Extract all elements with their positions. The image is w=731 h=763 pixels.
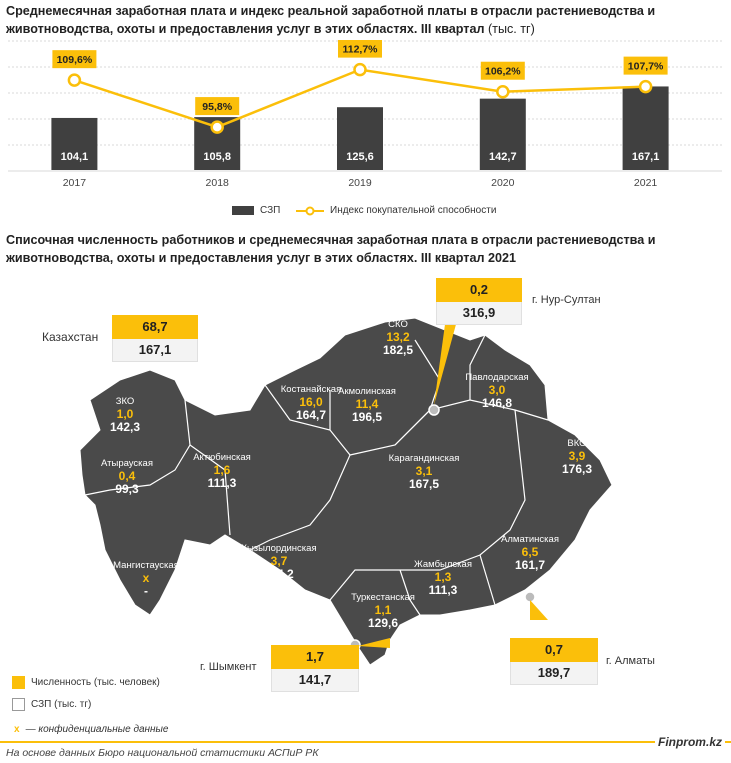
region-salary: 196,5 bbox=[351, 410, 383, 424]
footer-brand: Finprom.kz bbox=[655, 735, 725, 749]
almaty-label: г. Алматы bbox=[606, 655, 655, 667]
region-count: 13,2 bbox=[386, 330, 410, 344]
x-tick-2017: 2017 bbox=[62, 177, 87, 189]
region-count: 3,0 bbox=[488, 383, 506, 397]
region-salary: 182,5 bbox=[382, 343, 414, 357]
region-count: 0,4 bbox=[118, 469, 136, 483]
region-count: 1,6 bbox=[213, 463, 231, 477]
nur-sultan-label: г. Нур-Султан bbox=[532, 294, 601, 306]
region-count: 3,7 bbox=[270, 554, 288, 568]
legend-salary bbox=[12, 698, 91, 711]
kazakhstan-label: Казахстан bbox=[42, 330, 99, 344]
bar-label-2017: 104,1 bbox=[60, 151, 89, 163]
nur-sultan-count: 0,2 bbox=[436, 278, 522, 302]
region-name: Жамбылская bbox=[414, 559, 472, 570]
region-name: ВКО bbox=[567, 438, 587, 449]
kazakhstan-salary: 167,1 bbox=[112, 339, 198, 362]
region-salary: 99,3 bbox=[115, 482, 139, 496]
region-salary: 111,3 bbox=[207, 476, 237, 490]
region-count: 6,5 bbox=[521, 545, 539, 559]
line-label-2021: 107,7% bbox=[627, 60, 664, 73]
legend-salary-swatch bbox=[12, 698, 25, 711]
combo-chart bbox=[0, 40, 731, 230]
line-label-2020: 106,2% bbox=[484, 65, 521, 78]
almaty-callout bbox=[530, 600, 548, 620]
region-name: Мангистауская bbox=[113, 560, 179, 571]
line-label-2018: 95,8% bbox=[202, 101, 233, 114]
bar-label-2020: 142,7 bbox=[489, 151, 517, 163]
bar-label-2019: 125,6 bbox=[346, 151, 374, 163]
x-tick-2018: 2018 bbox=[205, 177, 229, 189]
bar-label-2021: 167,1 bbox=[631, 151, 660, 163]
region-salary: 161,7 bbox=[514, 558, 546, 572]
region-name: Атырауская bbox=[101, 458, 153, 469]
legend-line-label: Индекс покупательной способности bbox=[330, 205, 497, 216]
legend-bar-swatch bbox=[232, 206, 254, 215]
line-label-2019: 112,7% bbox=[342, 43, 378, 56]
region-count: 16,0 bbox=[299, 395, 323, 409]
region-count: 11,4 bbox=[355, 397, 379, 411]
footer-rule bbox=[0, 741, 731, 743]
bar-label-2018: 105,8 bbox=[203, 151, 231, 163]
line-label-2017: 109,6% bbox=[56, 54, 93, 67]
region-name: Акмолинская bbox=[338, 386, 396, 397]
region-name: ЗКО bbox=[115, 396, 135, 407]
shymkent-label: г. Шымкент bbox=[200, 661, 257, 673]
region-name: СКО bbox=[388, 319, 408, 330]
region-salary: - bbox=[144, 584, 148, 598]
region-salary: 142,3 bbox=[109, 420, 141, 434]
region-name: Карагандинская bbox=[388, 453, 460, 464]
region-salary: 176,3 bbox=[561, 462, 593, 476]
legend-count-swatch bbox=[12, 676, 25, 689]
legend-count bbox=[12, 676, 160, 689]
region-count: 1,1 bbox=[374, 603, 392, 617]
x-tick-2019: 2019 bbox=[348, 177, 372, 189]
x-tick-2020: 2020 bbox=[491, 177, 515, 189]
line-point-2020 bbox=[497, 86, 508, 97]
region-name: Костанайская bbox=[280, 384, 342, 395]
almaty-salary: 189,7 bbox=[510, 662, 598, 685]
bar-series bbox=[51, 86, 668, 170]
x-tick-2021: 2021 bbox=[633, 177, 658, 189]
chart-title bbox=[6, 2, 726, 38]
legend-salary-label: СЗП (тыс. тг) bbox=[31, 699, 92, 710]
nur-sultan-salary: 316,9 bbox=[436, 302, 522, 325]
region-salary: 164,7 bbox=[295, 408, 327, 422]
region-count: 3,9 bbox=[568, 449, 586, 463]
legend-bar-label: СЗП bbox=[260, 205, 281, 216]
line-point-2021 bbox=[640, 81, 651, 92]
nur-sultan-box bbox=[436, 278, 522, 325]
region-name: Кызылординская bbox=[241, 543, 317, 554]
region-salary: 167,5 bbox=[408, 477, 440, 491]
shymkent-count: 1,7 bbox=[271, 645, 359, 669]
legend-conf-mark: х bbox=[14, 724, 20, 735]
region-count: 1,0 bbox=[116, 407, 134, 421]
almaty-box bbox=[510, 638, 598, 685]
line-point-2018 bbox=[212, 122, 223, 133]
shymkent-salary: 141,7 bbox=[271, 669, 359, 692]
line-point-2017 bbox=[69, 75, 80, 86]
kazakhstan-box bbox=[112, 315, 198, 362]
legend-bar bbox=[232, 205, 280, 216]
nur-sultan-marker bbox=[429, 405, 439, 415]
legend-conf-text: — конфиденциальные данные bbox=[25, 724, 169, 735]
region-name: Туркестанская bbox=[351, 592, 415, 603]
footer-source: На основе данных Бюро национальной статистики АСПиР РК bbox=[6, 747, 319, 759]
region-name: Алматинская bbox=[501, 534, 559, 545]
chart-title-unit: (тыс. тг) bbox=[487, 22, 535, 36]
region-count: 1,3 bbox=[434, 570, 452, 584]
line-point-2019 bbox=[355, 64, 366, 75]
region-salary: 146,8 bbox=[481, 396, 513, 410]
legend-line bbox=[296, 205, 496, 216]
chart-title-text: Среднемесячная заработная плата и индекс реальной заработной платы в отрасли растениеводства и животноводства, охоты и предоставления услуг в этих областях. III квартал bbox=[6, 4, 656, 36]
x-axis-ticks bbox=[63, 177, 658, 189]
kazakhstan-count: 68,7 bbox=[112, 315, 198, 339]
region-salary: 114,2 bbox=[264, 567, 294, 581]
legend-confidential bbox=[14, 724, 168, 735]
shymkent-box bbox=[271, 645, 359, 692]
legend-count-label: Численность (тыс. человек) bbox=[31, 677, 160, 688]
region-count: 3,1 bbox=[415, 464, 433, 478]
almaty-count: 0,7 bbox=[510, 638, 598, 662]
map-title: Списочная численность работников и среднемесячная заработная плата в отрасли растениеводства и животноводства, охоты и предоставления услуг в этих областях. III квартал 2021 bbox=[6, 233, 656, 265]
kazakhstan-map bbox=[0, 270, 731, 690]
region-count: х bbox=[142, 571, 150, 585]
region-name: Павлодарская bbox=[465, 372, 529, 383]
region-salary: 111,3 bbox=[428, 583, 458, 597]
region-name: Актюбинская bbox=[193, 452, 251, 463]
legend-line-swatch bbox=[296, 206, 324, 216]
region-salary: 129,6 bbox=[367, 616, 399, 630]
